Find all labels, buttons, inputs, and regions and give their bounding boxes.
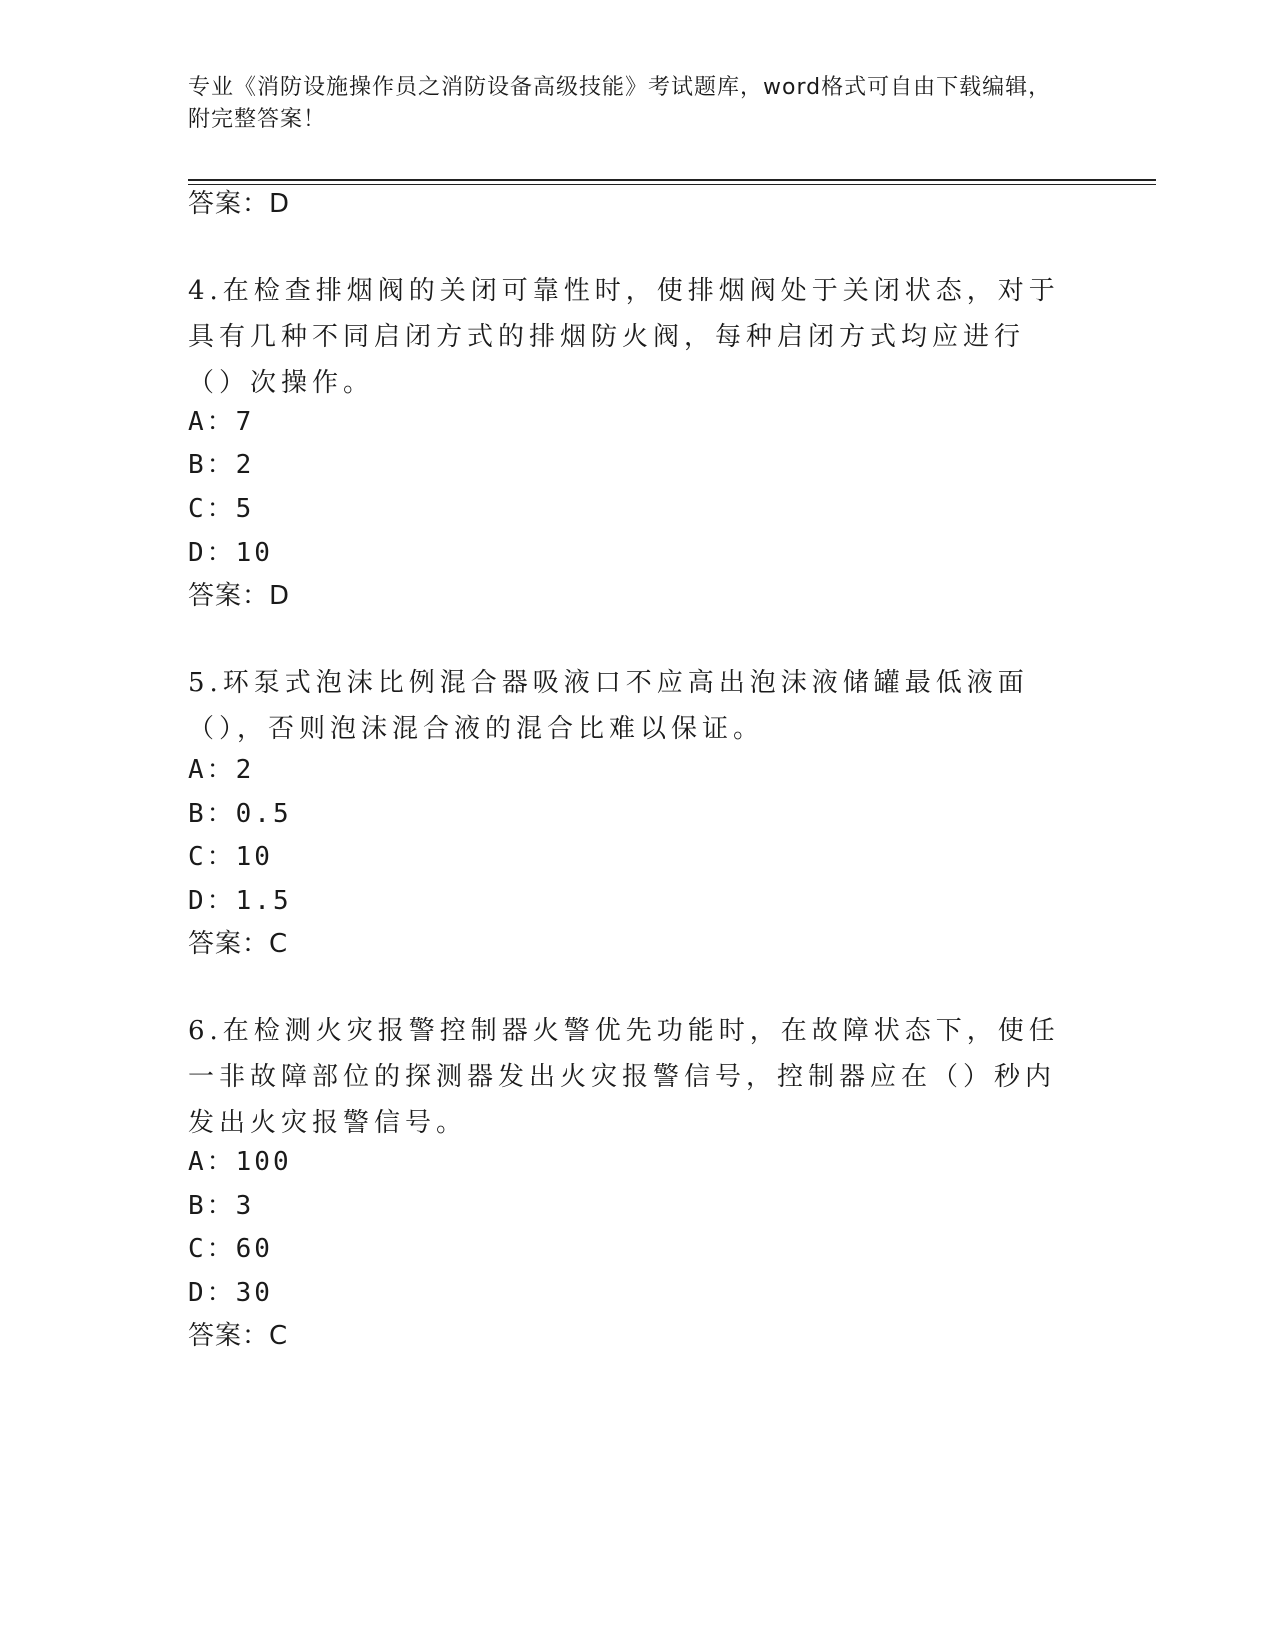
option-d: D：10: [188, 538, 273, 568]
header-divider-thick: [188, 179, 1156, 181]
answer-text: 答案：C: [188, 929, 289, 959]
option-b: B：0.5: [188, 799, 292, 829]
option-b: B：3: [188, 1191, 255, 1221]
option-a: A：2: [188, 755, 255, 785]
question-text: 5.环泵式泡沫比例混合器吸液口不应高出泡沫液储罐最低液面（），否则泡沫混合液的混合比难以保证。: [188, 668, 1029, 744]
option-b: B：2: [188, 450, 255, 480]
option-a: A：100: [188, 1147, 292, 1177]
option-c: C：5: [188, 494, 255, 524]
option-d: D：30: [188, 1278, 273, 1308]
option-a: A：7: [188, 407, 255, 437]
answer-text: 答案：C: [188, 1321, 289, 1351]
answer-text: 答案：D: [188, 581, 291, 611]
option-d: D：1.5: [188, 886, 292, 916]
question-text: 6.在检测火灾报警控制器火警优先功能时，在故障状态下，使任一非故障部位的探测器发出火灾报警信号，控制器应在（）秒内发出火灾报警信号。: [188, 1016, 1060, 1138]
header-divider-thin: [188, 184, 1156, 185]
option-c: C：10: [188, 842, 273, 872]
document-header-title: 专业《消防设施操作员之消防设备高级技能》考试题库，word格式可自由下载编辑，附完整答案！: [188, 75, 1052, 132]
option-c: C：60: [188, 1234, 273, 1264]
question-text: 4.在检查排烟阀的关闭可靠性时，使排烟阀处于关闭状态，对于具有几种不同启闭方式的排烟防火阀，每种启闭方式均应进行（）次操作。: [188, 276, 1060, 398]
answer-text: 答案：D: [188, 189, 291, 219]
